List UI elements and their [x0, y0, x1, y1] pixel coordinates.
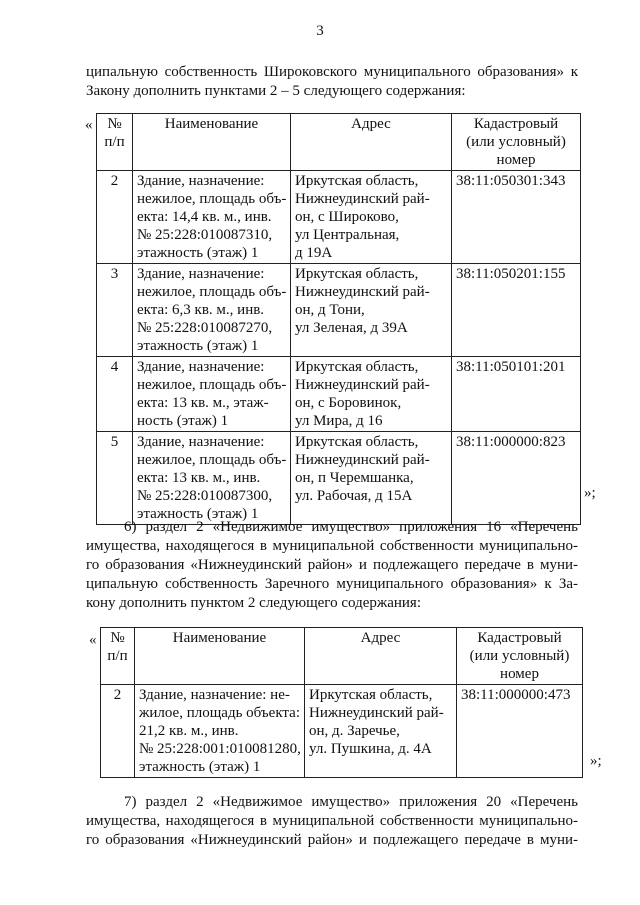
header-address: Адрес — [305, 628, 457, 685]
header-cadastral: Кадастровый (или условный) номер — [452, 114, 581, 171]
intro-paragraph — [86, 63, 578, 101]
row-address: Иркутская область, Нижнеудинский рай- он, п Черемшанка, ул. Рабочая, д 15А — [291, 432, 452, 525]
header-num: № п/п — [101, 628, 135, 685]
paragraph-line: ципальную собственность Заречного муниципального образования» к За- — [86, 576, 578, 592]
row-cadastral: 38:11:000000:823 — [452, 432, 581, 525]
table-row — [101, 685, 583, 778]
row-num: 2 — [97, 171, 133, 264]
intro-line: ципальную собственность Широковского муниципального образования» к — [86, 64, 578, 80]
header-address: Адрес — [291, 114, 452, 171]
header-name: Наименование — [135, 628, 305, 685]
row-address: Иркутская область, Нижнеудинский рай- он, с Боровинок, ул Мира, д 16 — [291, 357, 452, 432]
paragraph-line: имущества, находящегося в муниципальной собственности муниципально- — [86, 538, 578, 554]
table1-open-quote: « — [85, 117, 93, 133]
table2-open-quote: « — [89, 632, 97, 648]
header-num: № п/п — [97, 114, 133, 171]
row-num: 5 — [97, 432, 133, 525]
paragraph-line: го образования «Нижнеудинский район» и подлежащего передаче в муни- — [86, 832, 578, 848]
row-name: Здание, назначение: нежилое, площадь объ- екта: 13 кв. м., инв. № 25:228:010087300, этажность (этаж) 1 — [133, 432, 291, 525]
row-address: Иркутская область, Нижнеудинский рай- он, с Широково, ул Центральная, д 19А — [291, 171, 452, 264]
header-cadastral: Кадастровый (или условный) номер — [457, 628, 583, 685]
row-address: Иркутская область, Нижнеудинский рай- он, д. Заречье, ул. Пушкина, д. 4А — [305, 685, 457, 778]
row-name: Здание, назначение: не- жилое, площадь объекта: 21,2 кв. м., инв. № 25:228:001:010081280, этажность (этаж) 1 — [135, 685, 305, 778]
paragraph-line: го образования «Нижнеудинский район» и подлежащего передаче в муни- — [86, 557, 578, 573]
table-row — [97, 357, 581, 432]
row-num: 4 — [97, 357, 133, 432]
table-row — [97, 432, 581, 525]
row-cadastral: 38:11:000000:473 — [457, 685, 583, 778]
row-cadastral: 38:11:050201:155 — [452, 264, 581, 357]
row-num: 3 — [97, 264, 133, 357]
table-header-row — [101, 628, 583, 685]
property-table-2 — [100, 627, 583, 778]
row-num: 2 — [101, 685, 135, 778]
property-table-1 — [96, 113, 581, 525]
paragraph-line: 7) раздел 2 «Недвижимое имущество» приложения 20 «Перечень — [124, 794, 578, 810]
paragraph-6 — [86, 518, 578, 613]
header-name: Наименование — [133, 114, 291, 171]
paragraph-line: кону дополнить пунктом 2 следующего содержания: — [86, 595, 421, 611]
row-address: Иркутская область, Нижнеудинский рай- он, д Тони, ул Зеленая, д 39А — [291, 264, 452, 357]
row-name: Здание, назначение: нежилое, площадь объ- екта: 6,3 кв. м., инв. № 25:228:010087270, этажность (этаж) 1 — [133, 264, 291, 357]
row-name: Здание, назначение: нежилое, площадь объ- екта: 14,4 кв. м., инв. № 25:228:010087310, этажность (этаж) 1 — [133, 171, 291, 264]
intro-line: Закону дополнить пунктами 2 – 5 следующего содержания: — [86, 83, 466, 99]
table2-close-mark: »; — [590, 753, 602, 769]
table1-close-mark: »; — [584, 485, 596, 501]
table-header-row — [97, 114, 581, 171]
row-name: Здание, назначение: нежилое, площадь объ- екта: 13 кв. м., этаж- ность (этаж) 1 — [133, 357, 291, 432]
table-row — [97, 264, 581, 357]
table-row — [97, 171, 581, 264]
paragraph-line: 6) раздел 2 «Недвижимое имущество» приложения 16 «Перечень — [124, 519, 578, 535]
row-cadastral: 38:11:050301:343 — [452, 171, 581, 264]
page-number: 3 — [316, 23, 324, 39]
row-cadastral: 38:11:050101:201 — [452, 357, 581, 432]
paragraph-line: имущества, находящегося в муниципальной собственности муниципально- — [86, 813, 578, 829]
paragraph-7 — [86, 793, 578, 850]
